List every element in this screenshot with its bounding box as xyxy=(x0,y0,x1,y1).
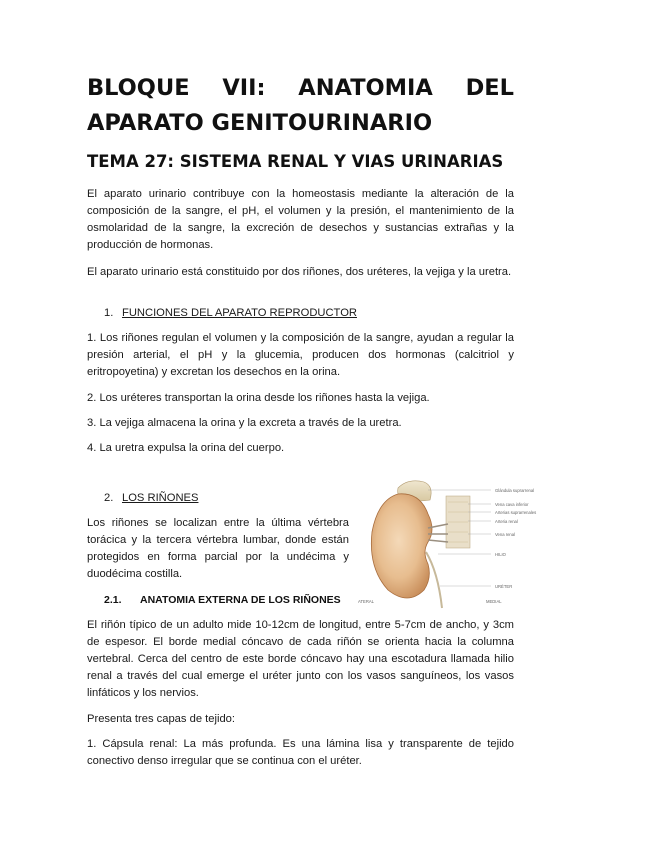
topic-title: TEMA 27: SISTEMA RENAL Y VIAS URINARIAS xyxy=(87,152,504,171)
kidney-drawing xyxy=(358,472,518,610)
title-word: VII: xyxy=(222,75,266,101)
section-heading-functions xyxy=(104,305,357,322)
section-title: LOS RIÑONES xyxy=(122,492,199,504)
figure-label: Vena cava inferior xyxy=(495,502,529,507)
block-title-line-2: APARATO GENITOURINARIO xyxy=(87,110,433,136)
block-title-line-1 xyxy=(87,71,514,106)
function-item-3: 3. La vejiga almacena la orina y la excreta a través de la uretra. xyxy=(87,417,402,429)
external-anatomy-paragraph: El riñón típico de un adulto mide 10-12cm de longitud, entre 5-7cm de ancho, y 3cm de espesor. El borde medial cóncavo de cada riñón se orienta hacia la columna vertebral. Cerca del centro de este borde cóncavo hay una escotadura llamada hilio renal a través del cual emerge el uréter junto con los vasos sanguíneos, los vasos linfáticos y los nervios. xyxy=(87,619,514,699)
kidney-illustration xyxy=(358,472,537,610)
title-word: ANATOMIA xyxy=(298,75,433,101)
figure-label: HILIO xyxy=(495,552,506,557)
figure-label: Arteria renal xyxy=(495,519,518,524)
subsection-title: ANATOMIA EXTERNA DE LOS RIÑONES xyxy=(140,594,341,606)
kidneys-intro-paragraph: Los riñones se localizan entre la última vértebra torácica y la tercera vértebra lumbar, donde están protegidos en forma parcial por la undécima y duodécima costilla. xyxy=(87,517,349,580)
figure-label: Arterias suprarrenales xyxy=(495,510,537,515)
title-word: BLOQUE xyxy=(87,75,190,101)
layer-item-1: 1. Cápsula renal: La más profunda. Es una lámina lisa y transparente de tejido conectivo denso irregular que se continua con el uréter. xyxy=(87,738,514,767)
figure-label: URÉTER xyxy=(495,584,513,589)
section-title: FUNCIONES DEL APARATO REPRODUCTOR xyxy=(122,307,357,319)
kidney-shape xyxy=(371,494,432,598)
function-item-4: 4. La uretra expulsa la orina del cuerpo. xyxy=(87,442,285,454)
section-number: 2. xyxy=(104,492,114,504)
figure-label: MEDIAL xyxy=(486,599,502,604)
function-item-2: 2. Los uréteres transportan la orina desde los riñones hasta la vejiga. xyxy=(87,392,430,404)
subsection-heading-external-anatomy xyxy=(104,594,341,606)
intro-paragraph-2: El aparato urinario está constituido por dos riñones, dos uréteres, la vejiga y la uretra. xyxy=(87,266,512,278)
section-heading-kidneys xyxy=(104,490,198,507)
title-word: DEL xyxy=(465,75,514,101)
section-number: 1. xyxy=(104,307,114,319)
tissue-layers-intro: Presenta tres capas de tejido: xyxy=(87,713,236,725)
function-item-1: 1. Los riñones regulan el volumen y la composición de la sangre, ayudan a regular la presión arterial, el pH y la glucemia, producen dos hormonas (calcitriol y eritropoyetina) y excretan los desechos en la orina. xyxy=(87,332,514,378)
figure-label: ATERAL xyxy=(358,599,374,604)
figure-label: Vena renal xyxy=(495,532,516,537)
subsection-number: 2.1. xyxy=(104,594,122,606)
figure-label: Glándula suprarrenal xyxy=(495,488,535,493)
intro-paragraph-1: El aparato urinario contribuye con la homeostasis mediante la alteración de la composición de la sangre, el pH, el volumen y la presión, el mantenimiento de la osmolaridad de la sangre, la excreción de desechos y sustancias extrañas y la producción de hormonas. xyxy=(87,188,514,251)
